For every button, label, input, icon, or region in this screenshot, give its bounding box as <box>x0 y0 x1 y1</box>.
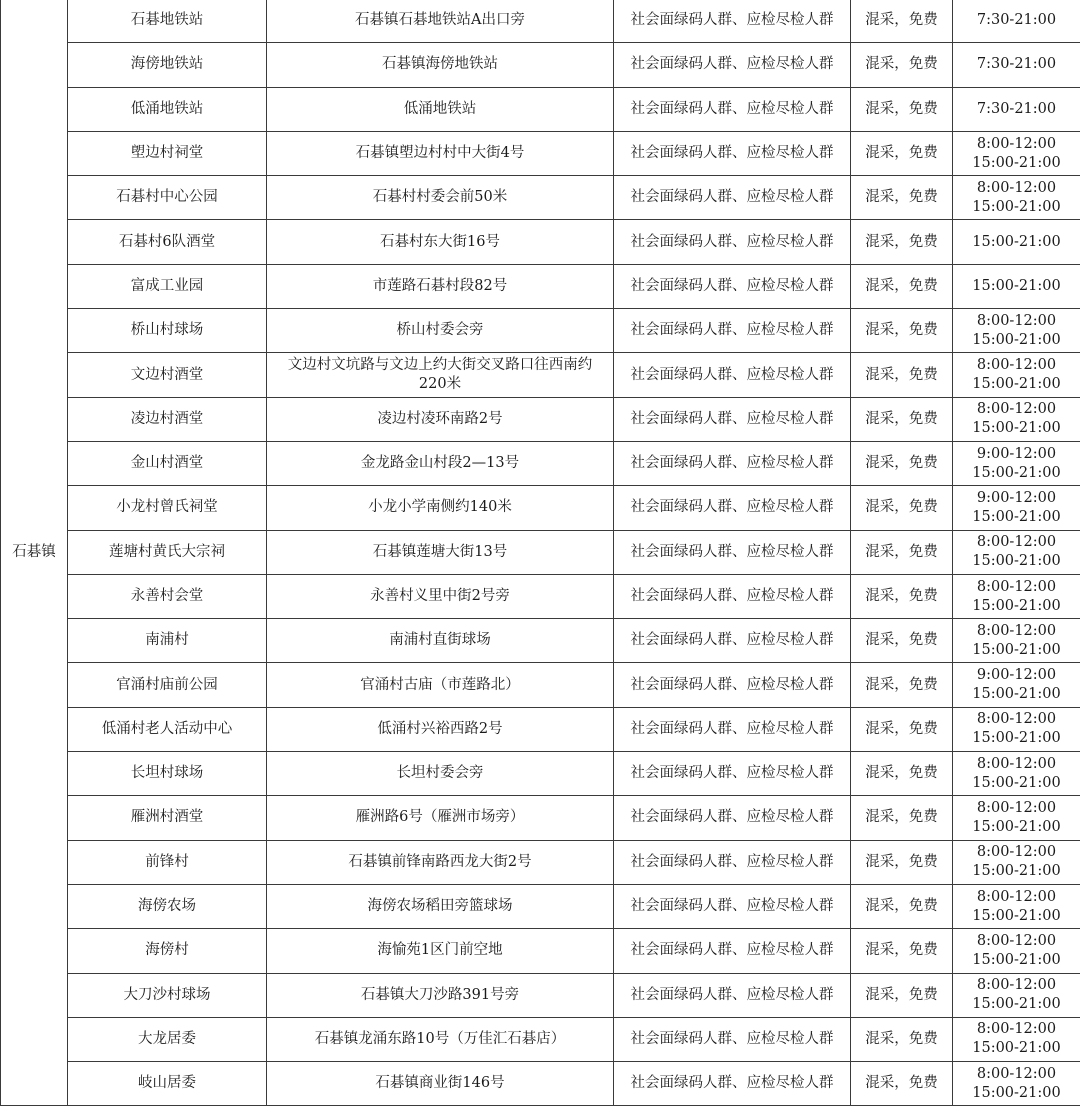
table-row <box>1 973 1080 1017</box>
time-slot-1: 15:00-21:00 <box>972 277 1061 294</box>
address-cell: 低涌地铁站 <box>267 87 614 131</box>
table-row <box>1 0 1080 43</box>
site-cell: 石碁地铁站 <box>68 0 267 43</box>
time-slot-1: 7:30-21:00 <box>976 56 1057 73</box>
crowd-cell: 社会面绿码人群、应检尽检人群 <box>614 264 851 308</box>
table-row <box>1 884 1080 928</box>
time-cell <box>953 1062 1080 1106</box>
site-cell: 岐山居委 <box>68 1062 267 1106</box>
type-cell: 混采，免费 <box>851 220 953 264</box>
address-cell: 石碁镇塱边村村中大街4号 <box>267 131 614 175</box>
type-cell: 混采，免费 <box>851 840 953 884</box>
time-slot-1: 8:00-12:00 <box>976 357 1057 374</box>
time-slot-2: 15:00-21:00 <box>972 951 1061 968</box>
time-cell <box>953 796 1080 840</box>
crowd-cell: 社会面绿码人群、应检尽检人群 <box>614 1017 851 1061</box>
time-slot-1: 8:00-12:00 <box>976 888 1057 905</box>
address-cell: 金龙路金山村段2—13号 <box>267 441 614 485</box>
site-cell: 石碁村6队酒堂 <box>68 220 267 264</box>
table-row <box>1 619 1080 663</box>
time-slot-1: 9:00-12:00 <box>976 489 1057 506</box>
table-row <box>1 929 1080 973</box>
time-slot-2: 15:00-21:00 <box>972 818 1061 835</box>
address-cell: 凌边村凌环南路2号 <box>267 397 614 441</box>
crowd-cell: 社会面绿码人群、应检尽检人群 <box>614 0 851 43</box>
type-cell: 混采，免费 <box>851 131 953 175</box>
time-slot-2: 15:00-21:00 <box>972 553 1061 570</box>
crowd-cell: 社会面绿码人群、应检尽检人群 <box>614 663 851 707</box>
crowd-cell: 社会面绿码人群、应检尽检人群 <box>614 353 851 397</box>
time-slot-2: 15:00-21:00 <box>972 597 1061 614</box>
time-slot-2: 15:00-21:00 <box>972 1084 1061 1101</box>
site-cell: 富成工业园 <box>68 264 267 308</box>
address-cell: 永善村义里中街2号旁 <box>267 574 614 618</box>
time-slot-1: 8:00-12:00 <box>976 578 1057 595</box>
site-cell: 低涌地铁站 <box>68 87 267 131</box>
time-slot-1: 9:00-12:00 <box>976 667 1057 684</box>
type-cell: 混采，免费 <box>851 353 953 397</box>
time-cell <box>953 929 1080 973</box>
time-cell <box>953 707 1080 751</box>
type-cell: 混采，免费 <box>851 309 953 353</box>
crowd-cell: 社会面绿码人群、应检尽检人群 <box>614 43 851 87</box>
table-row <box>1 840 1080 884</box>
crowd-cell: 社会面绿码人群、应检尽检人群 <box>614 840 851 884</box>
time-slot-1: 7:30-21:00 <box>976 12 1057 29</box>
time-cell <box>953 176 1080 220</box>
time-cell <box>953 530 1080 574</box>
time-slot-2: 15:00-21:00 <box>972 154 1061 171</box>
address-cell: 南浦村直街球场 <box>267 619 614 663</box>
table-row <box>1 441 1080 485</box>
address-cell: 市莲路石碁村段82号 <box>267 264 614 308</box>
time-cell <box>953 486 1080 530</box>
table-row <box>1 752 1080 796</box>
type-cell: 混采，免费 <box>851 43 953 87</box>
table-row <box>1 707 1080 751</box>
time-cell <box>953 1017 1080 1061</box>
table-row <box>1 486 1080 530</box>
table-row <box>1 663 1080 707</box>
crowd-cell: 社会面绿码人群、应检尽检人群 <box>614 220 851 264</box>
crowd-cell: 社会面绿码人群、应检尽检人群 <box>614 309 851 353</box>
site-cell: 官涌村庙前公园 <box>68 663 267 707</box>
site-cell: 凌边村酒堂 <box>68 397 267 441</box>
time-slot-1: 8:00-12:00 <box>976 135 1057 152</box>
site-cell: 海傍地铁站 <box>68 43 267 87</box>
time-slot-2: 15:00-21:00 <box>972 198 1061 215</box>
table-row <box>1 220 1080 264</box>
crowd-cell: 社会面绿码人群、应检尽检人群 <box>614 929 851 973</box>
time-slot-2: 15:00-21:00 <box>972 331 1061 348</box>
time-cell <box>953 131 1080 175</box>
time-slot-2: 15:00-21:00 <box>972 907 1061 924</box>
crowd-cell: 社会面绿码人群、应检尽检人群 <box>614 1062 851 1106</box>
site-cell: 金山村酒堂 <box>68 441 267 485</box>
time-slot-1: 8:00-12:00 <box>976 179 1057 196</box>
type-cell: 混采，免费 <box>851 1062 953 1106</box>
address-cell: 文边村文坑路与文边上约大街交叉路口往西南约220米 <box>267 353 614 397</box>
crowd-cell: 社会面绿码人群、应检尽检人群 <box>614 796 851 840</box>
site-cell: 海傍农场 <box>68 884 267 928</box>
time-cell <box>953 884 1080 928</box>
time-slot-2: 15:00-21:00 <box>972 641 1061 658</box>
crowd-cell: 社会面绿码人群、应检尽检人群 <box>614 530 851 574</box>
crowd-cell: 社会面绿码人群、应检尽检人群 <box>614 131 851 175</box>
crowd-cell: 社会面绿码人群、应检尽检人群 <box>614 973 851 1017</box>
site-cell: 永善村会堂 <box>68 574 267 618</box>
time-slot-1: 8:00-12:00 <box>976 932 1057 949</box>
site-cell: 塱边村祠堂 <box>68 131 267 175</box>
type-cell: 混采，免费 <box>851 796 953 840</box>
site-cell: 长坦村球场 <box>68 752 267 796</box>
table-row <box>1 43 1080 87</box>
time-cell <box>953 220 1080 264</box>
type-cell: 混采，免费 <box>851 973 953 1017</box>
time-slot-2: 15:00-21:00 <box>972 420 1061 437</box>
time-slot-2: 15:00-21:00 <box>972 774 1061 791</box>
type-cell: 混采，免费 <box>851 530 953 574</box>
site-cell: 桥山村球场 <box>68 309 267 353</box>
time-cell <box>953 353 1080 397</box>
type-cell: 混采，免费 <box>851 87 953 131</box>
address-cell: 石碁镇海傍地铁站 <box>267 43 614 87</box>
address-cell: 石碁镇石碁地铁站A出口旁 <box>267 0 614 43</box>
table-row <box>1 574 1080 618</box>
site-cell: 小龙村曾氏祠堂 <box>68 486 267 530</box>
table-row <box>1 353 1080 397</box>
time-cell <box>953 309 1080 353</box>
time-cell <box>953 441 1080 485</box>
time-slot-1: 9:00-12:00 <box>976 445 1057 462</box>
time-slot-2: 15:00-21:00 <box>972 376 1061 393</box>
time-slot-1: 8:00-12:00 <box>976 755 1057 772</box>
time-slot-2: 15:00-21:00 <box>972 464 1061 481</box>
address-cell: 石碁镇大刀沙路391号旁 <box>267 973 614 1017</box>
type-cell: 混采，免费 <box>851 663 953 707</box>
address-cell: 石碁镇前锋南路西龙大街2号 <box>267 840 614 884</box>
site-cell: 低涌村老人活动中心 <box>68 707 267 751</box>
type-cell: 混采，免费 <box>851 884 953 928</box>
time-cell <box>953 752 1080 796</box>
table-body <box>1 0 1080 1106</box>
site-cell: 前锋村 <box>68 840 267 884</box>
time-slot-2: 15:00-21:00 <box>972 730 1061 747</box>
crowd-cell: 社会面绿码人群、应检尽检人群 <box>614 87 851 131</box>
time-cell <box>953 0 1080 43</box>
time-cell <box>953 619 1080 663</box>
address-cell: 海傍农场稻田旁篮球场 <box>267 884 614 928</box>
crowd-cell: 社会面绿码人群、应检尽检人群 <box>614 884 851 928</box>
time-slot-2: 15:00-21:00 <box>972 1040 1061 1057</box>
time-slot-1: 8:00-12:00 <box>976 312 1057 329</box>
type-cell: 混采，免费 <box>851 397 953 441</box>
time-cell <box>953 973 1080 1017</box>
time-cell <box>953 87 1080 131</box>
type-cell: 混采，免费 <box>851 574 953 618</box>
address-cell: 石碁村村委会前50米 <box>267 176 614 220</box>
time-cell <box>953 43 1080 87</box>
table-row <box>1 530 1080 574</box>
time-slot-2: 15:00-21:00 <box>972 996 1061 1013</box>
time-slot-1: 7:30-21:00 <box>976 100 1057 117</box>
time-slot-2: 15:00-21:00 <box>972 863 1061 880</box>
time-slot-2: 15:00-21:00 <box>972 686 1061 703</box>
type-cell: 混采，免费 <box>851 176 953 220</box>
site-cell: 雁洲村酒堂 <box>68 796 267 840</box>
crowd-cell: 社会面绿码人群、应检尽检人群 <box>614 176 851 220</box>
time-cell <box>953 397 1080 441</box>
time-slot-1: 8:00-12:00 <box>976 977 1057 994</box>
table-row <box>1 131 1080 175</box>
site-cell: 大刀沙村球场 <box>68 973 267 1017</box>
table-row <box>1 176 1080 220</box>
type-cell: 混采，免费 <box>851 486 953 530</box>
address-cell: 海愉苑1区门前空地 <box>267 929 614 973</box>
crowd-cell: 社会面绿码人群、应检尽检人群 <box>614 752 851 796</box>
crowd-cell: 社会面绿码人群、应检尽检人群 <box>614 707 851 751</box>
address-cell: 官涌村古庙（市莲路北） <box>267 663 614 707</box>
type-cell: 混采，免费 <box>851 441 953 485</box>
type-cell: 混采，免费 <box>851 1017 953 1061</box>
type-cell: 混采，免费 <box>851 707 953 751</box>
address-cell: 桥山村委会旁 <box>267 309 614 353</box>
site-cell: 海傍村 <box>68 929 267 973</box>
type-cell: 混采，免费 <box>851 752 953 796</box>
table-row <box>1 87 1080 131</box>
time-cell <box>953 663 1080 707</box>
time-slot-2: 15:00-21:00 <box>972 508 1061 525</box>
time-cell <box>953 574 1080 618</box>
time-slot-1: 8:00-12:00 <box>976 622 1057 639</box>
crowd-cell: 社会面绿码人群、应检尽检人群 <box>614 441 851 485</box>
site-cell: 南浦村 <box>68 619 267 663</box>
table-row <box>1 1062 1080 1106</box>
site-cell: 文边村酒堂 <box>68 353 267 397</box>
table-row <box>1 397 1080 441</box>
time-slot-1: 8:00-12:00 <box>976 844 1057 861</box>
time-cell <box>953 840 1080 884</box>
address-cell: 长坦村委会旁 <box>267 752 614 796</box>
site-cell: 大龙居委 <box>68 1017 267 1061</box>
time-slot-1: 8:00-12:00 <box>976 534 1057 551</box>
type-cell: 混采，免费 <box>851 929 953 973</box>
table-row <box>1 309 1080 353</box>
town-cell: 石碁镇 <box>1 0 68 1106</box>
time-slot-1: 8:00-12:00 <box>976 799 1057 816</box>
type-cell: 混采，免费 <box>851 0 953 43</box>
crowd-cell: 社会面绿码人群、应检尽检人群 <box>614 397 851 441</box>
crowd-cell: 社会面绿码人群、应检尽检人群 <box>614 619 851 663</box>
address-cell: 雁洲路6号（雁洲市场旁） <box>267 796 614 840</box>
table-row <box>1 796 1080 840</box>
site-cell: 莲塘村黄氏大宗祠 <box>68 530 267 574</box>
site-cell: 石碁村中心公园 <box>68 176 267 220</box>
address-cell: 石碁镇龙涌东路10号（万佳汇石碁店） <box>267 1017 614 1061</box>
time-slot-1: 8:00-12:00 <box>976 1021 1057 1038</box>
address-cell: 石碁镇商业街146号 <box>267 1062 614 1106</box>
table-row <box>1 264 1080 308</box>
time-slot-1: 8:00-12:00 <box>976 1065 1057 1082</box>
address-cell: 低涌村兴裕西路2号 <box>267 707 614 751</box>
type-cell: 混采，免费 <box>851 619 953 663</box>
time-cell <box>953 264 1080 308</box>
time-slot-1: 8:00-12:00 <box>976 401 1057 418</box>
time-slot-1: 8:00-12:00 <box>976 711 1057 728</box>
address-cell: 小龙小学南侧约140米 <box>267 486 614 530</box>
address-cell: 石碁村东大街16号 <box>267 220 614 264</box>
table-row <box>1 1017 1080 1061</box>
type-cell: 混采，免费 <box>851 264 953 308</box>
address-cell: 石碁镇莲塘大街13号 <box>267 530 614 574</box>
crowd-cell: 社会面绿码人群、应检尽检人群 <box>614 486 851 530</box>
crowd-cell: 社会面绿码人群、应检尽检人群 <box>614 574 851 618</box>
time-slot-1: 15:00-21:00 <box>972 233 1061 250</box>
